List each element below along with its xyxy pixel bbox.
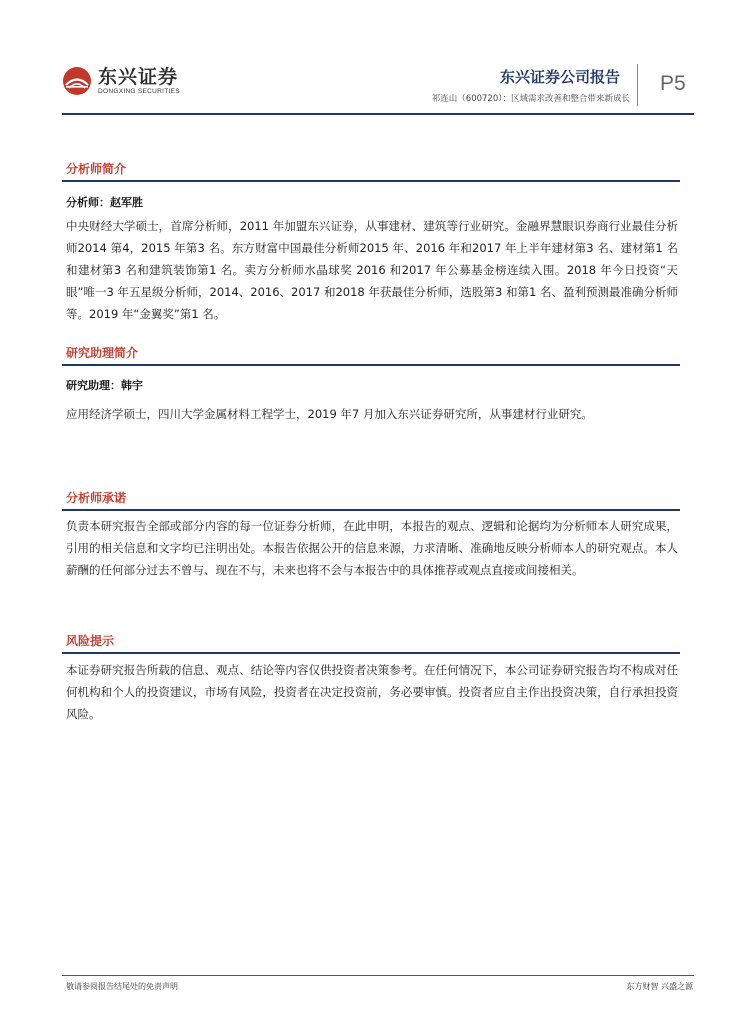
header-rule xyxy=(62,113,694,115)
analyst-name: 分析师：赵军胜 xyxy=(66,196,143,209)
report-subtitle: 祁连山（600720）：区域需求改善和整合带来新成长 xyxy=(431,94,630,104)
section-title: 研究助理简介 xyxy=(66,346,139,360)
risk-text: 本证券研究报告所载的信息、观点、结论等内容仅供投资者决策参考。在任何情况下，本公司证券研究报告均不构成对任何机构和个人的投资建议，市场有风险，投资者在决定投资前，务必要审慎。投资者应自主作出投资决策，自行承担投资风险。 xyxy=(66,663,678,721)
section-title: 风险提示 xyxy=(66,634,115,648)
section-title: 分析师简介 xyxy=(66,162,127,176)
footer-slogan: 东方财智 兴盛之源 xyxy=(626,982,693,991)
analyst-bio: 中央财经大学硕士，首席分析师，2011 年加盟东兴证券，从事建材、建筑等行业研究。金融界慧眼识券商行业最佳分析师2014 第4，2015 年第3 名。东方财富中国最佳分析师2015 年、2016 年和2017 年上半年建材第3 名、建材第1 名和建材第3 名和建筑装饰第1 名。卖方分析师水晶球奖 2016 和2017 年公募基金榜连续入围。2018 年今日投资“天眼”唯一3 年五星级分析师，2014、2016、2017 和2018 年获最佳分析师，选股第3 和第1 名、盈利预测最准确分析师等。2019 年“金翼奖”第1 名。 xyxy=(66,219,678,321)
section-rule xyxy=(62,652,680,654)
section-rule xyxy=(62,180,680,182)
header-divider xyxy=(637,64,638,106)
assistant-name: 研究助理：韩宇 xyxy=(66,379,143,392)
logo-chinese-name: 东兴证券 xyxy=(98,65,179,88)
section-commitment xyxy=(62,487,680,511)
footer-disclaimer-note: 敬请参阅报告结尾处的免责声明 xyxy=(66,982,178,991)
section-rule xyxy=(62,364,680,366)
section-title: 分析师承诺 xyxy=(66,491,127,505)
section-analyst xyxy=(62,158,680,182)
section-assistant xyxy=(62,342,680,366)
commitment-text: 负责本研究报告全部或部分内容的每一位证券分析师，在此申明，本报告的观点、逻辑和论据均为分析师本人研究成果，引用的相关信息和文字均已注明出处。本报告依据公开的信息来源，力求清晰、准确地反映分析师本人的研究观点。本人薪酬的任何部分过去不曾与、现在不与，未来也将不会与本报告中的具体推荐或观点直接或间接相关。 xyxy=(66,519,678,577)
logo-english-name: DONGXING SECURITIES xyxy=(98,87,180,95)
assistant-bio: 应用经济学硕士，四川大学金属材料工程学士，2019 年7 月加入东兴证券研究所，从事建材行业研究。 xyxy=(66,407,593,421)
page-number: P5 xyxy=(660,72,686,95)
report-type: 东兴证券公司报告 xyxy=(499,68,620,86)
section-rule xyxy=(62,509,680,511)
footer-rule xyxy=(62,975,694,976)
company-logo xyxy=(62,66,180,96)
section-risk xyxy=(62,630,680,654)
logo-emblem-icon xyxy=(62,66,92,96)
